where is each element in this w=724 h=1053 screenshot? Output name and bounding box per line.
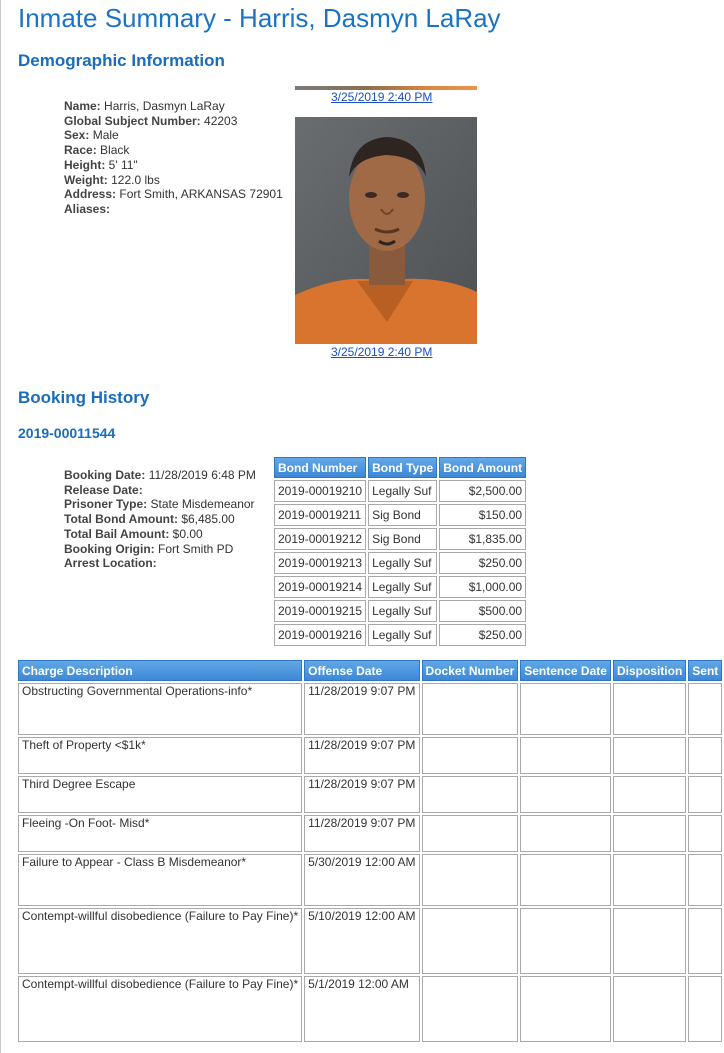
- bond-type-header[interactable]: Bond Type: [368, 457, 437, 478]
- charge-row: [18, 776, 722, 813]
- field-total-bail-amount: Total Bail Amount: $0.00: [64, 526, 203, 541]
- charge-description-header[interactable]: Charge Description: [18, 660, 302, 681]
- docket-number: [422, 854, 519, 906]
- offense-date: 11/28/2019 9:07 PM: [304, 737, 419, 774]
- disposition: [613, 976, 686, 1042]
- bond-number: 2019-00019211: [274, 504, 366, 526]
- bond-row: [274, 552, 526, 574]
- docket-number: [422, 683, 519, 735]
- disposition: [613, 776, 686, 813]
- bond-table: [272, 455, 528, 648]
- docket-number: [422, 815, 519, 852]
- charges-table-container: [16, 658, 719, 1053]
- docket-number: [422, 776, 519, 813]
- field-weight: Weight: 122.0 lbs: [64, 172, 160, 187]
- bond-amount: $150.00: [439, 504, 526, 526]
- field-total-bond-amount: Total Bond Amount: $6,485.00: [64, 512, 235, 527]
- sentence-date: [520, 776, 611, 813]
- photo-date-link-bottom[interactable]: 3/25/2019 2:40 PM: [331, 345, 433, 359]
- charge-description: Third Degree Escape: [18, 776, 302, 813]
- field-global-subject-number: Global Subject Number: 42203: [64, 113, 238, 128]
- bond-row: [274, 504, 526, 526]
- sentence-date: [520, 683, 611, 735]
- bond-number-header[interactable]: Bond Number: [274, 457, 366, 478]
- field-release-date: Release Date:: [64, 482, 143, 497]
- bond-type: Legally Suf: [368, 480, 437, 502]
- sentence-date: [520, 976, 611, 1042]
- sentence: [688, 737, 722, 774]
- bond-type: Sig Bond: [368, 528, 437, 550]
- field-address: Address: Fort Smith, ARKANSAS 72901: [64, 187, 283, 202]
- field-aliases: Aliases:: [64, 201, 111, 216]
- bond-type: Legally Suf: [368, 624, 437, 646]
- field-sex: Sex: Male: [64, 128, 119, 143]
- docket-number: [422, 737, 519, 774]
- demographic-info: [64, 99, 283, 217]
- charges-table: [16, 658, 724, 1044]
- field-prisoner-type: Prisoner Type: State Misdemeanor: [64, 497, 255, 512]
- field-race: Race: Black: [64, 143, 130, 158]
- offense-date: 5/1/2019 12:00 AM: [304, 976, 419, 1042]
- offense-date: 11/28/2019 9:07 PM: [304, 776, 419, 813]
- offense-date: 5/10/2019 12:00 AM: [304, 908, 419, 974]
- bond-number: 2019-00019212: [274, 528, 366, 550]
- field-name: Name: Harris, Dasmyn LaRay: [64, 99, 225, 113]
- charge-row: [18, 683, 722, 735]
- bond-row: [274, 576, 526, 598]
- sentence: [688, 908, 722, 974]
- field-arrest-location: Arrest Location:: [64, 556, 157, 571]
- bond-type: Sig Bond: [368, 504, 437, 526]
- offense-date-header[interactable]: Offense Date: [304, 660, 419, 681]
- disposition: [613, 815, 686, 852]
- bond-amount: $500.00: [439, 600, 526, 622]
- offense-date: 11/28/2019 9:07 PM: [304, 815, 419, 852]
- page-title: Inmate Summary - Harris, Dasmyn LaRay: [18, 3, 501, 33]
- bond-table-header: [274, 457, 526, 478]
- sentence-date: [520, 815, 611, 852]
- offense-date: 5/30/2019 12:00 AM: [304, 854, 419, 906]
- bond-amount: $250.00: [439, 552, 526, 574]
- offense-date: 11/28/2019 9:07 PM: [304, 683, 419, 735]
- bond-row: [274, 480, 526, 502]
- sentence: [688, 776, 722, 813]
- bond-amount: $2,500.00: [439, 480, 526, 502]
- sentence: [688, 854, 722, 906]
- bond-row: [274, 624, 526, 646]
- charge-description: Fleeing -On Foot- Misd*: [18, 815, 302, 852]
- bond-type: Legally Suf: [368, 576, 437, 598]
- field-height: Height: 5' 11": [64, 157, 138, 172]
- sentence: [688, 976, 722, 1042]
- booking-number: 2019-00011544: [18, 425, 116, 441]
- bond-type: Legally Suf: [368, 552, 437, 574]
- bond-amount: $250.00: [439, 624, 526, 646]
- sentence-header[interactable]: Sent: [688, 660, 722, 681]
- sentence-date: [520, 908, 611, 974]
- bond-number: 2019-00019216: [274, 624, 366, 646]
- charge-description: Obstructing Governmental Operations-info*: [18, 683, 302, 735]
- sentence: [688, 683, 722, 735]
- bond-amount-header[interactable]: Bond Amount: [439, 457, 526, 478]
- bond-number: 2019-00019215: [274, 600, 366, 622]
- docket-number: [422, 976, 519, 1042]
- field-booking-origin: Booking Origin: Fort Smith PD: [64, 541, 234, 556]
- bond-amount: $1,835.00: [439, 528, 526, 550]
- bond-amount: $1,000.00: [439, 576, 526, 598]
- docket-number: [422, 908, 519, 974]
- photo-date-link-top[interactable]: 3/25/2019 2:40 PM: [331, 90, 433, 104]
- booking-photo[interactable]: [295, 117, 477, 344]
- sentence-date: [520, 737, 611, 774]
- bond-row: [274, 528, 526, 550]
- disposition-header[interactable]: Disposition: [613, 660, 686, 681]
- charges-table-header: [18, 660, 722, 681]
- charge-description: Theft of Property <$1k*: [18, 737, 302, 774]
- bond-number: 2019-00019213: [274, 552, 366, 574]
- disposition: [613, 908, 686, 974]
- charge-row: [18, 815, 722, 852]
- sentence-date-header[interactable]: Sentence Date: [520, 660, 611, 681]
- booking-photo-image: [295, 117, 477, 344]
- disposition: [613, 683, 686, 735]
- docket-number-header[interactable]: Docket Number: [422, 660, 519, 681]
- demographic-heading: Demographic Information: [18, 51, 225, 70]
- charge-description: Contempt-willful disobedience (Failure to Pay Fine)*: [18, 908, 302, 974]
- bond-row: [274, 600, 526, 622]
- sentence: [688, 815, 722, 852]
- charge-row: [18, 737, 722, 774]
- bond-number: 2019-00019210: [274, 480, 366, 502]
- disposition: [613, 737, 686, 774]
- charge-row: [18, 854, 722, 906]
- sentence-date: [520, 854, 611, 906]
- charge-description: Failure to Appear - Class B Misdemeanor*: [18, 854, 302, 906]
- bond-number: 2019-00019214: [274, 576, 366, 598]
- disposition: [613, 854, 686, 906]
- booking-info: [64, 468, 256, 571]
- booking-history-heading: Booking History: [18, 388, 150, 407]
- left-border: [0, 0, 1, 1053]
- charge-description: Contempt-willful disobedience (Failure to Pay Fine)*: [18, 976, 302, 1042]
- field-booking-date: Booking Date: 11/28/2019 6:48 PM: [64, 468, 256, 482]
- bond-type: Legally Suf: [368, 600, 437, 622]
- charge-row: [18, 976, 722, 1042]
- charge-row: [18, 908, 722, 974]
